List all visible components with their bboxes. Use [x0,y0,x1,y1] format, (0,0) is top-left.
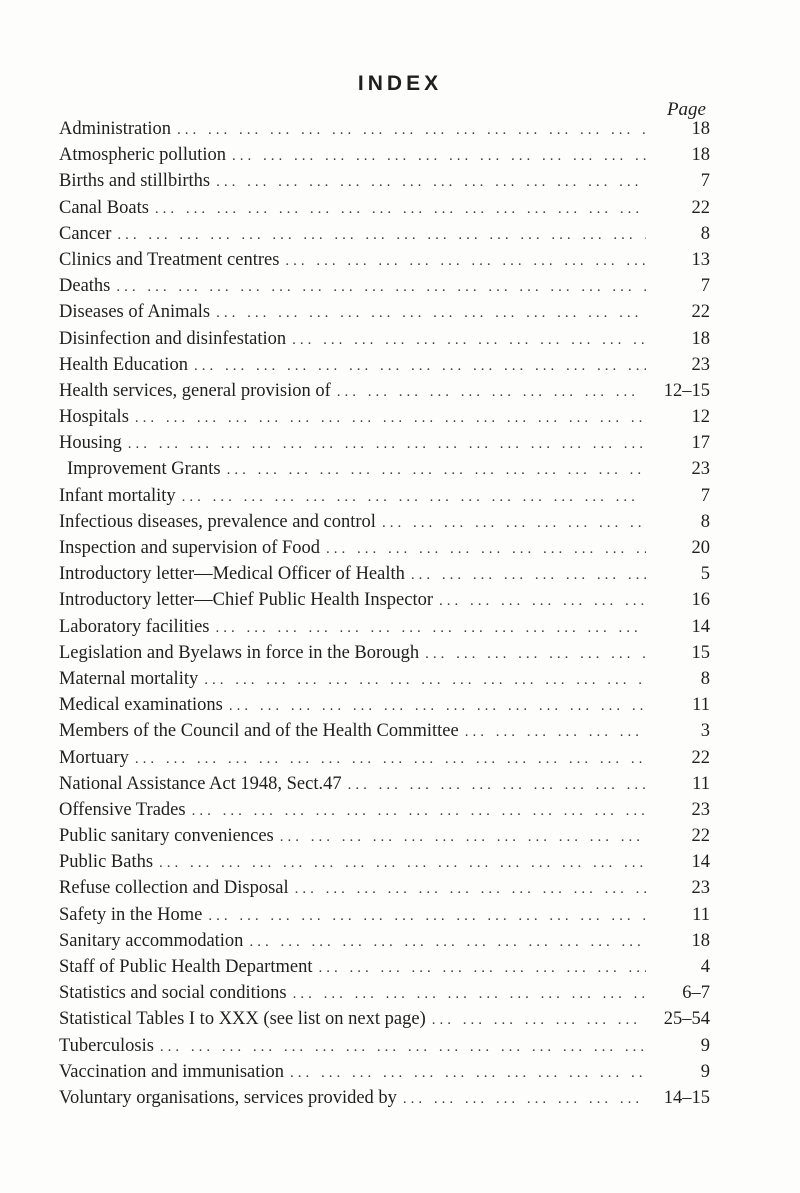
leader-dots [204,672,646,689]
entry-page: 23 [691,878,710,899]
entry-page: 16 [691,590,710,611]
index-entry [59,878,710,904]
entry-label: Administration [59,119,172,139]
leader-dots [117,227,646,244]
entry-page: 18 [691,119,710,139]
index-entry [59,302,710,328]
index-entry [59,669,710,695]
entry-page: 20 [691,538,710,558]
index-entry [59,381,710,407]
entry-label: Introductory letter—Medical Officer of Health [59,564,405,585]
entry-page: 9 [700,1061,710,1082]
entry-page: 11 [692,695,710,716]
entry-page: 18 [691,328,710,349]
entry-label: Canal Boats [59,197,149,218]
entry-page: 23 [691,354,710,375]
leader-dots [135,751,646,768]
entry-label: Health Education [59,354,188,375]
entry-page: 14 [691,616,710,637]
index-entry [59,538,710,564]
entry-page: 11 [692,773,710,794]
entry-label: Atmospheric pollution [59,145,226,166]
entry-page: 25–54 [663,1009,710,1030]
entry-page: 3 [700,721,710,742]
index-entry [59,250,710,276]
entry-label: Cancer [59,223,112,244]
entry-page: 18 [691,145,710,166]
entry-label: Improvement Grants [67,459,221,480]
index-entry [59,407,710,433]
entry-label: Inspection and supervision of Food [59,538,321,558]
index-entry [59,748,710,774]
leader-dots [318,960,646,977]
leader-dots [337,384,646,401]
index-entry [59,800,710,826]
index-entry [59,957,710,983]
page-column-heading: Page [666,99,706,120]
index-entry [59,617,710,643]
index-entry [59,695,710,721]
entry-label: Offensive Trades [59,799,186,820]
leader-dots [155,201,646,218]
entry-label: Public Baths [59,852,154,873]
entry-label: Refuse collection and Disposal [59,878,289,899]
entry-label: Diseases of Animals [59,302,211,323]
leader-dots [403,1091,646,1108]
index-entry [59,355,710,381]
entry-label: Vaccination and immunisation [59,1061,285,1082]
entry-label: Disinfection and disinfestation [59,328,287,349]
index-entry [59,1009,710,1035]
entry-page: 14 [691,852,710,873]
entry-page: 22 [691,197,710,218]
entry-label: Medical examinations [59,695,223,716]
entry-label: Laboratory facilities [59,616,210,637]
leader-dots [326,541,646,558]
leader-dots [159,855,646,872]
index-entry [59,852,710,878]
index-entry [59,905,710,931]
entry-label: Health services, general provision of [59,380,331,401]
entry-page: 22 [691,826,710,847]
leader-dots [227,462,646,479]
leader-dots [229,698,646,715]
entry-label: Housing [59,433,122,454]
entry-label: Infectious diseases, prevalence and control [59,511,376,532]
entry-label: Clinics and Treatment centres [59,249,280,270]
index-entry [59,145,710,171]
entry-label: Tuberculosis [59,1035,154,1056]
index-entry [59,931,710,957]
entry-label: Mortuary [59,747,129,768]
index-entry [59,119,710,145]
entry-label: Voluntary organisations, services provided by [59,1087,397,1108]
page-title: INDEX [357,72,443,95]
entry-label: Members of the Council and of the Health Committee [59,721,459,742]
leader-dots [216,620,646,637]
entry-page: 8 [700,511,710,532]
entry-page: 5 [700,564,710,585]
entry-label: Births and stillbirths [59,171,211,192]
entry-page: 22 [691,302,710,323]
leader-dots [425,646,646,663]
leader-dots [295,881,646,898]
index-entry [59,276,710,302]
leader-dots [192,803,646,820]
entry-page: 12 [691,407,710,428]
index-entry [59,171,710,197]
index-entry [59,590,710,616]
leader-dots [177,122,646,139]
entry-label: Maternal mortality [59,668,199,689]
entry-page: 4 [700,957,710,977]
index-entry [59,198,710,224]
index-entry [59,512,710,538]
entry-label: National Assistance Act 1948, Sect.47 [59,773,342,794]
entry-page: 23 [691,459,710,480]
entry-label: Infant mortality [59,485,176,506]
leader-dots [160,1039,646,1056]
leader-dots [135,410,646,427]
entry-label: Introductory letter—Chief Public Health Inspector [59,590,434,611]
leader-dots [293,986,646,1003]
entry-label: Legislation and Byelaws in force in the Borough [59,642,420,663]
index-entry [59,774,710,800]
index-entry [59,224,710,250]
index-entry [59,643,710,669]
leader-dots [411,567,646,584]
entry-page: 17 [691,433,710,454]
index-entry [59,1036,710,1062]
leader-dots [216,174,646,191]
leader-dots [290,1065,646,1082]
entry-page: 14–15 [663,1087,710,1108]
leader-dots [348,777,646,794]
leader-dots [432,1012,646,1029]
leader-dots [182,489,646,506]
leader-dots [216,305,646,322]
leader-dots [128,436,646,453]
leader-dots [285,253,646,270]
entry-label: Statistics and social conditions [59,983,287,1004]
entry-page: 13 [691,249,710,270]
entry-page: 23 [691,799,710,820]
index-entry [59,329,710,355]
entry-label: Sanitary accommodation [59,930,244,951]
entry-label: Safety in the Home [59,904,203,925]
entry-page: 12–15 [663,380,710,401]
index-list [59,119,710,1114]
entry-page: 9 [700,1035,710,1056]
leader-dots [249,934,646,951]
entry-page: 7 [700,171,710,192]
index-entry [59,564,710,590]
entry-label: Staff of Public Health Department [59,957,313,977]
index-entry [59,433,710,459]
entry-page: 8 [700,223,710,244]
entry-label: Statistical Tables I to XXX (see list on next page) [59,1009,426,1030]
index-entry [59,486,710,512]
entry-page: 11 [692,904,710,925]
entry-page: 8 [700,668,710,689]
leader-dots [382,515,646,532]
leader-dots [116,279,646,296]
entry-page: 15 [691,642,710,663]
index-entry [59,1062,710,1088]
entry-label: Public sanitary conveniences [59,826,274,847]
index-entry [59,983,710,1009]
entry-page: 18 [691,930,710,951]
index-entry [59,1088,710,1114]
entry-page: 6–7 [682,983,710,1004]
index-entry [59,721,710,747]
leader-dots [292,332,646,349]
leader-dots [280,829,646,846]
leader-dots [439,593,646,610]
entry-page: 7 [700,485,710,506]
index-entry [59,826,710,852]
leader-dots [194,358,646,375]
leader-dots [465,724,646,741]
index-subentry [59,459,710,485]
leader-dots [232,148,646,165]
entry-page: 7 [700,276,710,297]
leader-dots [208,908,646,925]
entry-label: Deaths [59,276,111,297]
entry-label: Hospitals [59,407,129,428]
entry-page: 22 [691,747,710,768]
